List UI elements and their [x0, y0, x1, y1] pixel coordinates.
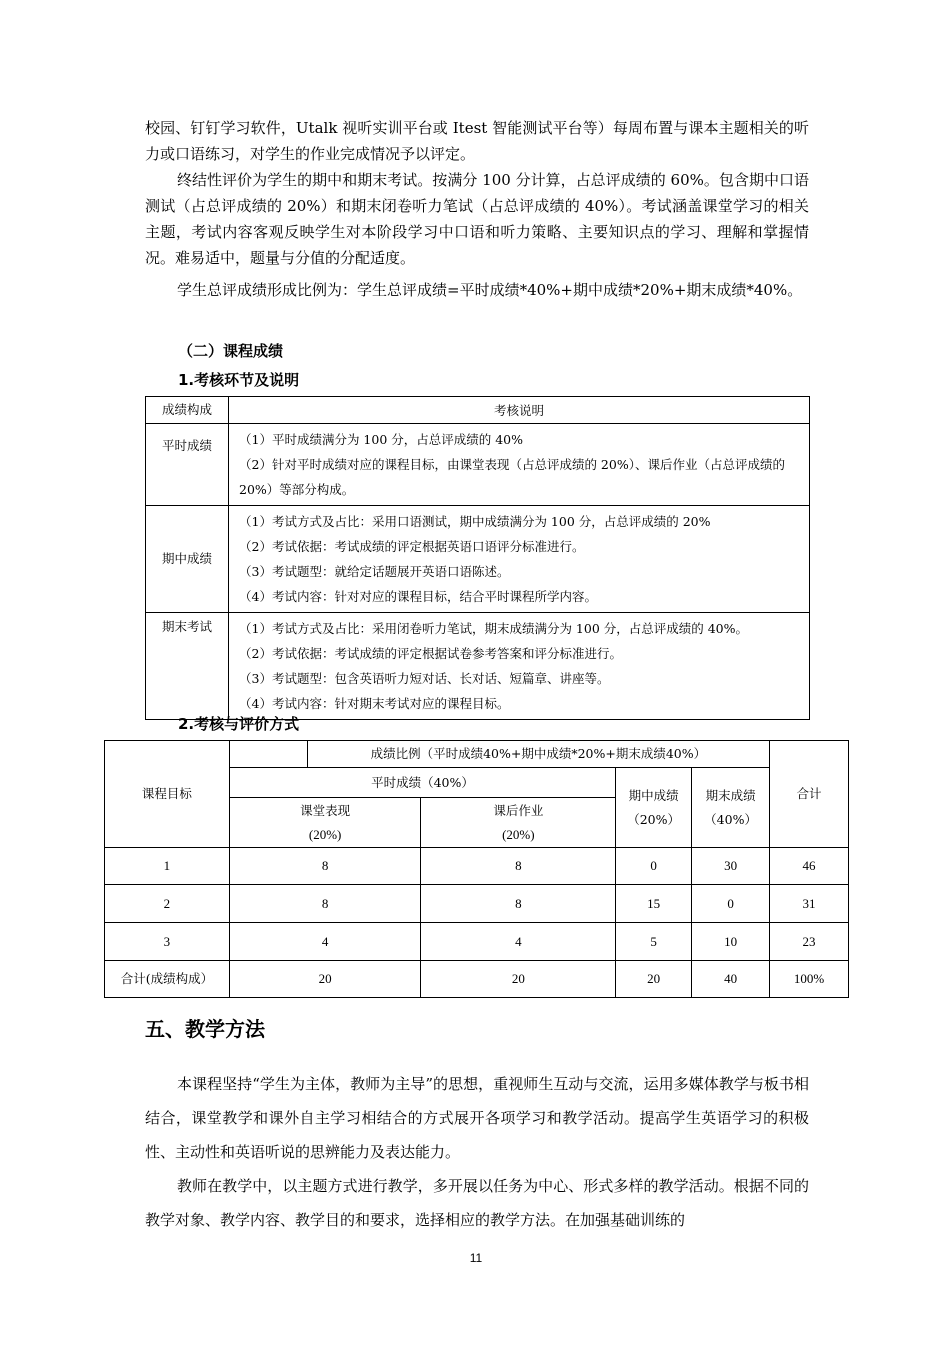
description-line: （1）考试方式及占比：采用闭卷听力笔试，期末成绩满分为 100 分，占总评成绩的 40%。 [239, 621, 749, 636]
header-usual: 平时成绩（40%） [229, 768, 615, 798]
row-description [229, 424, 810, 506]
description-line: （2）考试依据：考试成绩的评定根据试卷参考答案和评分标准进行。 [239, 646, 622, 661]
cell-homework: 20 [421, 961, 616, 998]
heading-course-grade: （二）课程成绩 [178, 342, 284, 360]
cell-total: 23 [770, 923, 849, 961]
cell-midterm: 5 [616, 923, 692, 961]
cell-total: 31 [770, 885, 849, 923]
cell-classroom: 8 [229, 885, 421, 923]
paragraph-methods-continued: 教师在教学中，以主题方式进行教学，多开展以任务为中心、形式多样的教学活动。根据不同的教学对象、教学内容、教学目的和要求，选择相应的教学方法。在加强基础训练的 [145, 1177, 809, 1229]
cell-final: 10 [692, 923, 770, 961]
header-classroom-pct: (20%) [308, 826, 342, 842]
evaluation-table [104, 740, 849, 998]
cell-goal: 1 [105, 848, 230, 885]
header-blank-cell [229, 741, 307, 768]
cell-homework: 8 [421, 848, 616, 885]
heading-assessment: 1.考核环节及说明 [178, 371, 300, 389]
description-line: （1）平时成绩满分为 100 分，占总评成绩的 40% [239, 432, 524, 447]
table-row [146, 613, 810, 720]
header-description: 考核说明 [229, 397, 810, 424]
cell-total: 100% [770, 961, 849, 998]
header-classroom [229, 798, 421, 848]
header-homework [421, 798, 616, 848]
section-title: 五、教学方法 [145, 1017, 265, 1041]
paragraph-formula: 学生总评成绩形成比例为：学生总评成绩=平时成绩*40%+期中成绩*20%+期末成绩*40%。 [177, 281, 803, 299]
cell-total: 46 [770, 848, 849, 885]
header-homework-label: 课后作业 [493, 802, 544, 818]
cell-goal: 合计(成绩构成） [105, 961, 230, 998]
header-ratio: 成绩比例（平时成绩40%+期中成绩*20%+期末成绩40%） [307, 741, 769, 768]
table-row [105, 885, 849, 923]
row-component: 期末考试 [146, 613, 229, 720]
heading-evaluation: 2.考核与评价方式 [178, 715, 300, 733]
header-classroom-label: 课堂表现 [300, 802, 351, 818]
cell-homework: 8 [421, 885, 616, 923]
page-number: 11 [469, 1251, 483, 1265]
description-line: （2）针对平时成绩对应的课程目标，由课堂表现（占总评成绩的 20%）、课后作业（占总评成绩的 20%）等部分构成。 [239, 457, 785, 497]
table-header-row [146, 397, 810, 424]
cell-homework: 4 [421, 923, 616, 961]
header-goal: 课程目标 [105, 741, 230, 848]
cell-classroom: 4 [229, 923, 421, 961]
cell-final: 40 [692, 961, 770, 998]
header-final [692, 768, 770, 848]
cell-goal: 2 [105, 885, 230, 923]
header-total: 合计 [770, 741, 849, 848]
header-midterm-pct: （20%） [627, 811, 681, 827]
table-header-row [105, 741, 849, 768]
assessment-table [145, 396, 810, 720]
header-final-label: 期末成绩 [705, 787, 756, 803]
description-line: （3）考试题型：就给定话题展开英语口语陈述。 [239, 564, 510, 579]
row-component: 平时成绩 [146, 424, 229, 506]
description-line: （2）考试依据：考试成绩的评定根据英语口语评分标准进行。 [239, 539, 585, 554]
header-final-pct: （40%） [704, 811, 757, 827]
description-line: （3）考试题型：包含英语听力短对话、长对话、短篇章、讲座等。 [239, 671, 610, 686]
table-row [146, 506, 810, 613]
description-line: （1）考试方式及占比：采用口语测试，期中成绩满分为 100 分，占总评成绩的 20% [239, 514, 711, 529]
cell-classroom: 8 [229, 848, 421, 885]
row-description [229, 613, 810, 720]
cell-final: 0 [692, 885, 770, 923]
table-row [105, 848, 849, 885]
header-midterm-label: 期中成绩 [628, 787, 679, 803]
cell-midterm: 20 [616, 961, 692, 998]
paragraph-homework: 校园、钉钉学习软件，Utalk 视听实训平台或 Itest 智能测试平台等）每周布置与课本主题相关的听力或口语练习，对学生的作业完成情况予以评定。 [145, 119, 809, 163]
cell-goal: 3 [105, 923, 230, 961]
table-row [105, 923, 849, 961]
paragraph-summative: 终结性评价为学生的期中和期末考试。按满分 100 分计算，占总评成绩的 60%。包含期中口语测试（占总评成绩的 20%）和期末闭卷听力笔试（占总评成绩的 40%）。考试涵盖课堂学习的相关主题，考试内容客观反映学生对本阶段学习中口语和听力策略、主要知识点的学习、理解和掌握情况。难易适中，题量与分值的分配适度。 [145, 171, 809, 267]
cell-final: 30 [692, 848, 770, 885]
header-midterm [616, 768, 692, 848]
description-line: （4）考试内容：针对期末考试对应的课程目标。 [239, 696, 510, 711]
cell-midterm: 15 [616, 885, 692, 923]
cell-classroom: 20 [229, 961, 421, 998]
header-component: 成绩构成 [146, 397, 229, 424]
header-homework-pct: (20%) [502, 826, 535, 842]
cell-midterm: 0 [616, 848, 692, 885]
table-row [146, 424, 810, 506]
row-description [229, 506, 810, 613]
row-component: 期中成绩 [146, 506, 229, 613]
table-row-total [105, 961, 849, 998]
description-line: （4）考试内容：针对对应的课程目标，结合平时课程所学内容。 [239, 589, 597, 604]
paragraph-methods: 本课程坚持“学生为主体，教师为主导”的思想，重视师生互动与交流，运用多媒体教学与板书相结合，课堂教学和课外自主学习相结合的方式展开各项学习和教学活动。提高学生英语学习的积极性、主动性和英语听说的思辨能力及表达能力。 [145, 1075, 809, 1161]
